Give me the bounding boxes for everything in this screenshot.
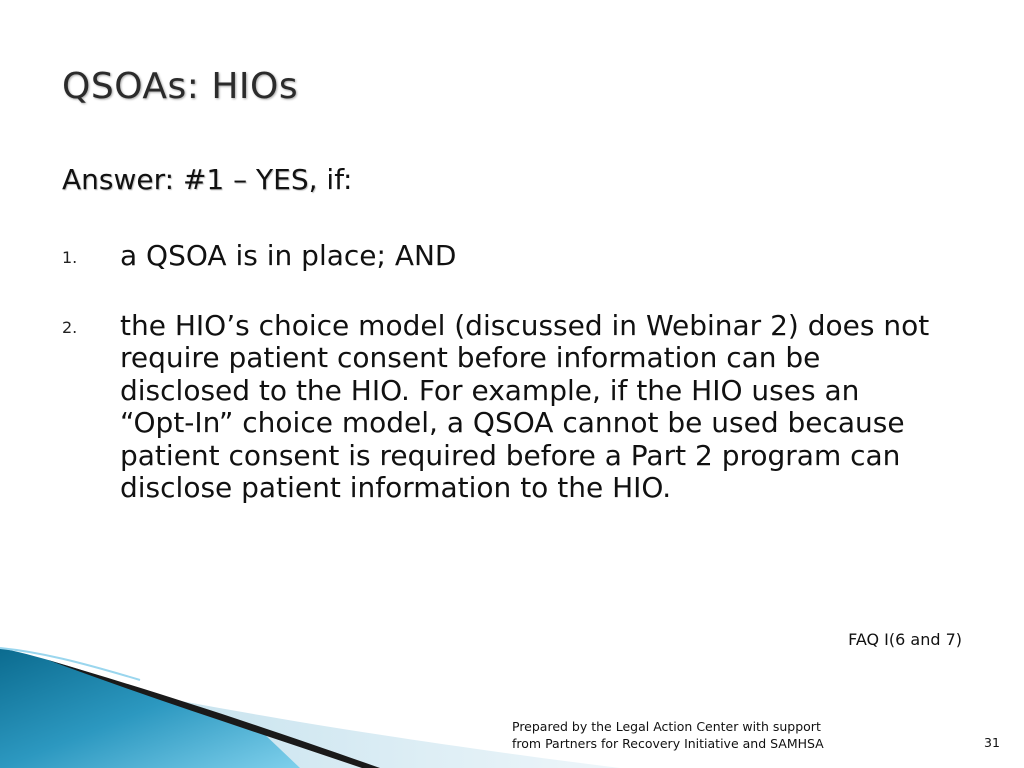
- answer-lead: Answer: #1 – YES,: [62, 163, 318, 196]
- answer-line: [62, 163, 353, 196]
- page-number: 31: [984, 735, 1000, 750]
- footer-credit-line-1: Prepared by the Legal Action Center with support: [512, 719, 821, 734]
- list-item: [62, 310, 942, 505]
- footer-credit: [512, 718, 824, 752]
- list-item-number: 1.: [62, 248, 78, 267]
- slide-title: QSOAs: HIOs: [62, 66, 299, 107]
- list-item: [62, 240, 942, 273]
- answer-tail: if:: [317, 163, 353, 196]
- list-item-number: 2.: [62, 317, 78, 337]
- conditions-list: [62, 240, 942, 542]
- list-item-text: a QSOA is in place; AND: [120, 239, 457, 272]
- list-item-text: the HIO’s choice model (discussed in Webinar 2) does not require patient consent before information can be disclosed to the HIO. For example, if the HIO uses an “Opt-In” choice model, a QSOA cannot be used because patient consent is required before a Part 2 program can disclose patient information to the HIO.: [120, 308, 930, 504]
- faq-reference: FAQ I(6 and 7): [848, 630, 962, 649]
- footer-credit-line-2: from Partners for Recovery Initiative and SAMHSA: [512, 736, 824, 751]
